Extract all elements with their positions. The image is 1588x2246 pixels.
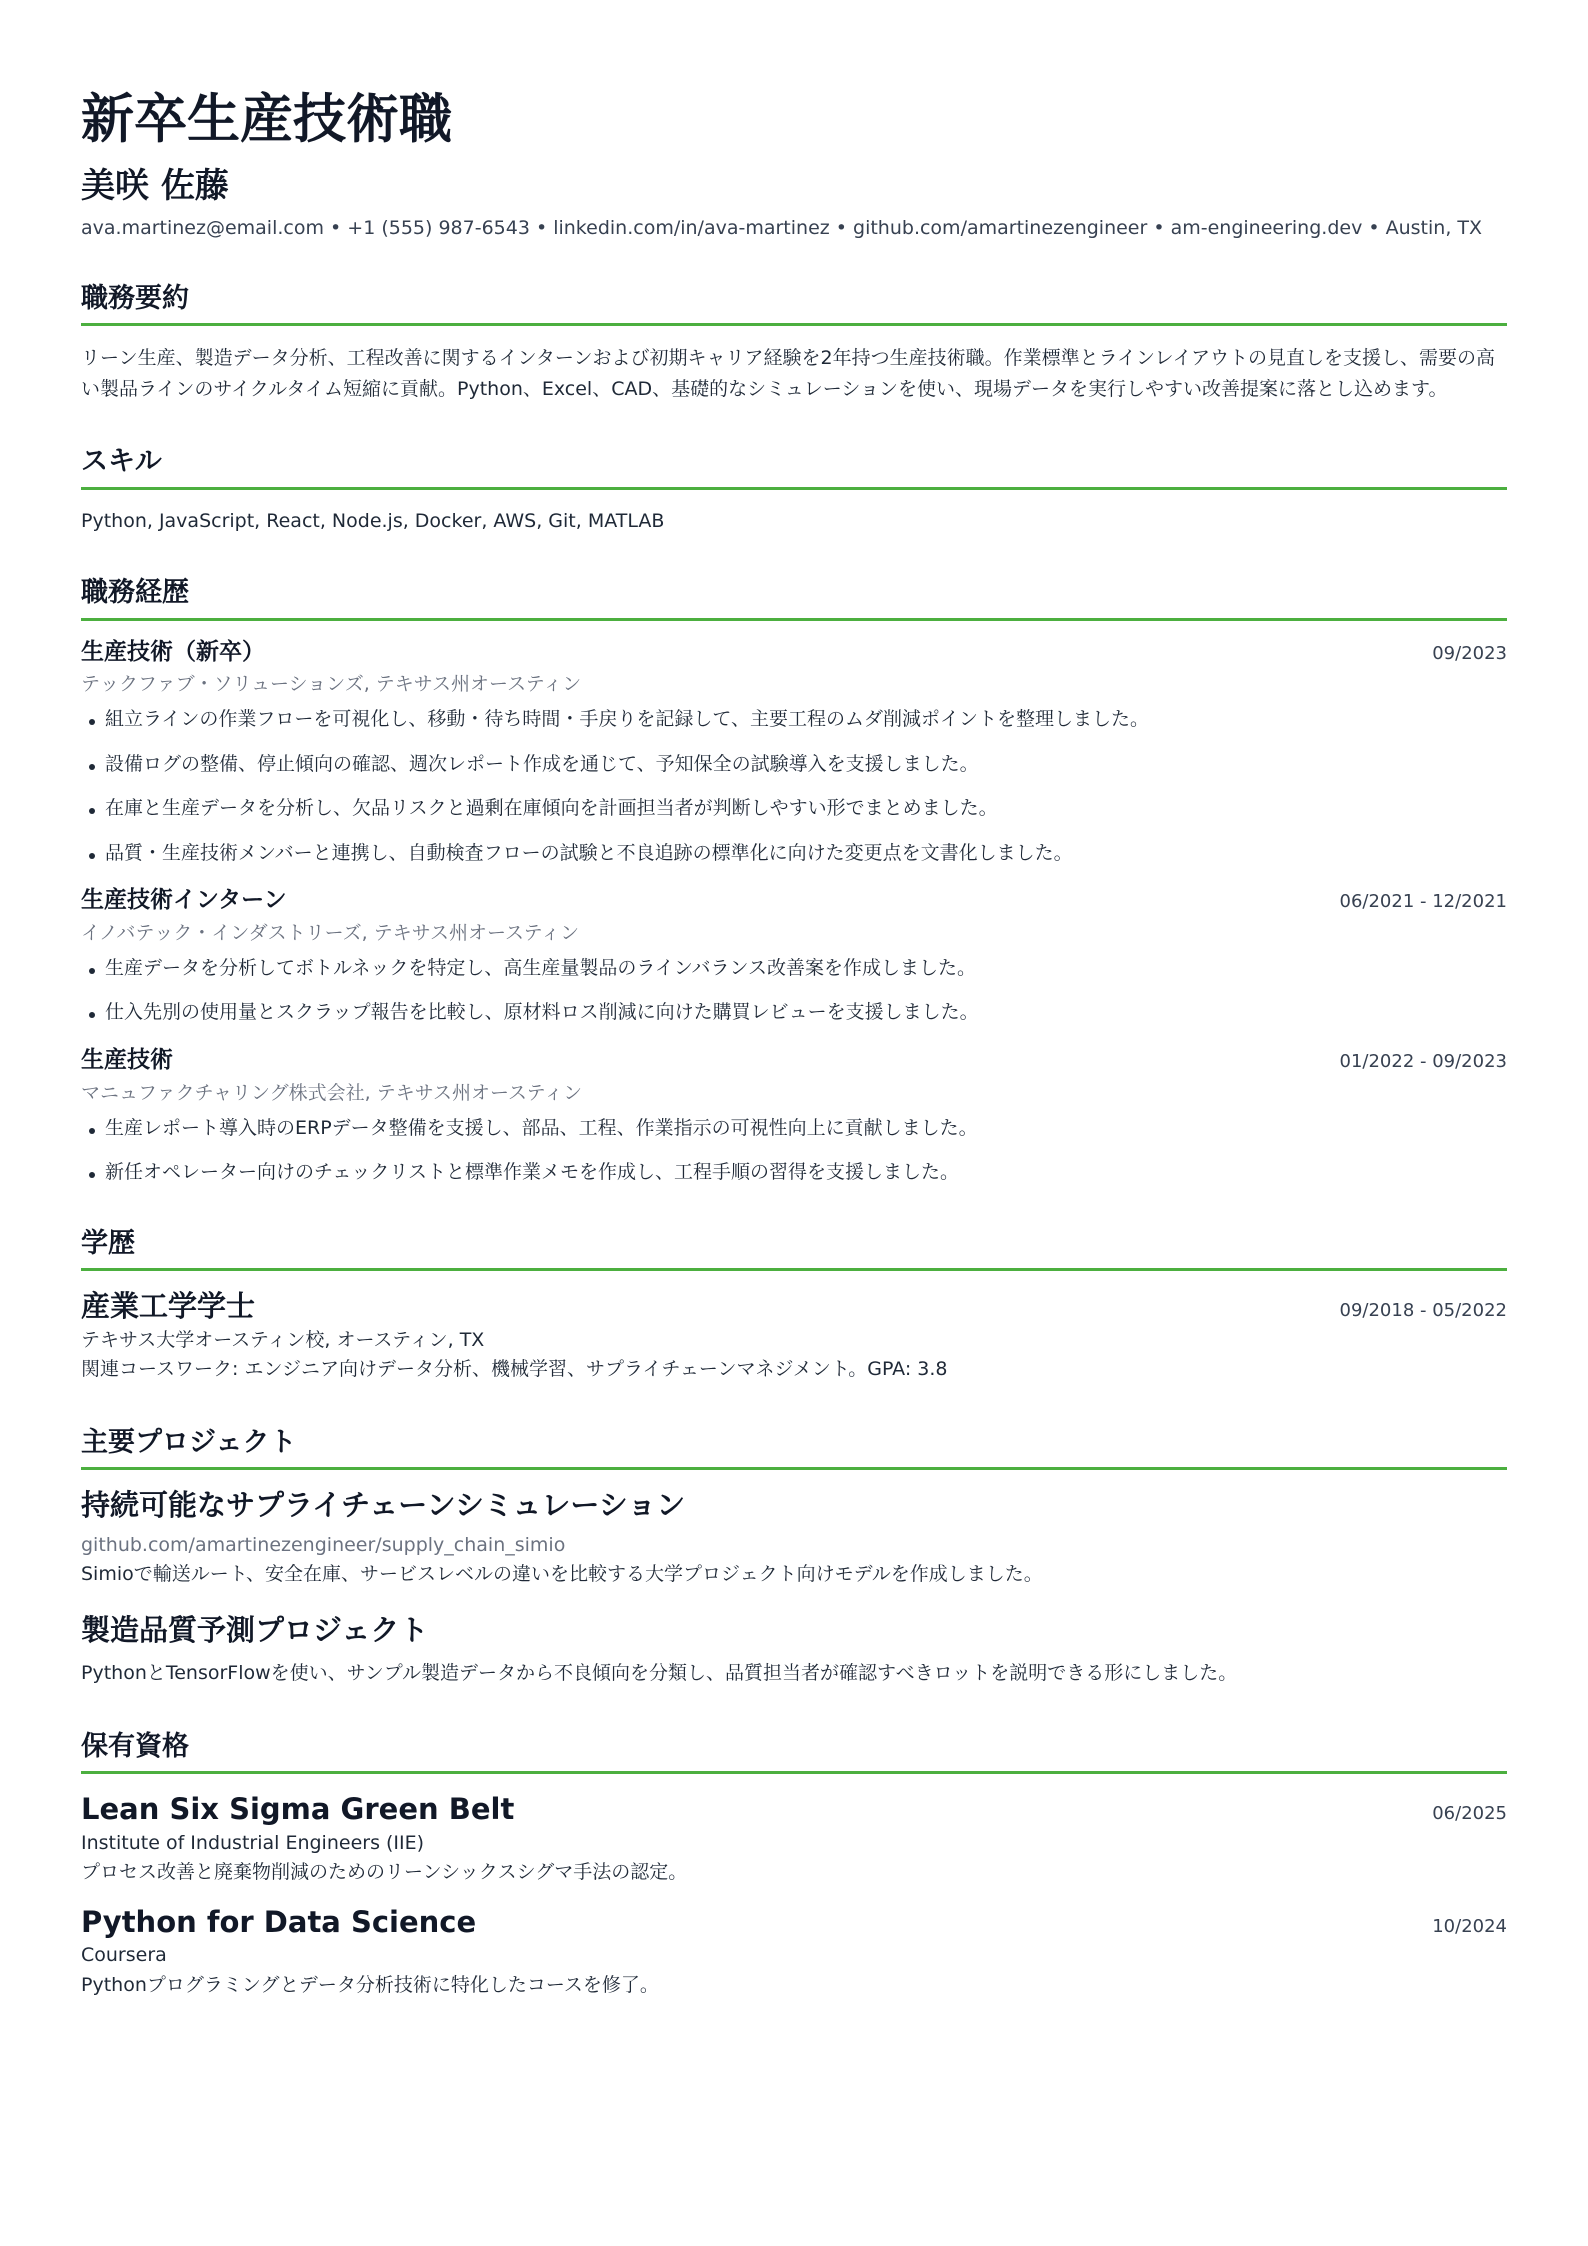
job-company: マニュファクチャリング株式会社, テキサス州オースティン [81, 1081, 583, 1104]
certification-issuer: Coursera [81, 1944, 167, 1967]
summary-text: リーン生産、製造データ分析、工程改善に関するインターンおよび初期キャリア経験を2年持つ生産技術職。作業標準とラインレイアウトの見直しを支援し、需要の高い製品ラインのサイクルタイム短縮に貢献。Python、Excel、CAD、基礎的なシミュレーションを使い、現場データを実行しやすい改善提案に落とし込めます。 [81, 347, 1496, 400]
job-bullet: 生産データを分析してボトルネックを特定し、高生産量製品のラインバランス改善案を作成しました。 [81, 955, 1507, 982]
job-title: 生産技術 [81, 1047, 173, 1074]
project-description: Simioで輸送ルート、安全在庫、サービスレベルの違いを比較する大学プロジェクト向けモデルを作成しました。 [81, 1563, 1043, 1586]
project-entry [81, 1487, 1507, 1590]
job-entry [81, 638, 1507, 867]
certification-entry [81, 1904, 1507, 2001]
candidate-name: 美咲 佐藤 [81, 165, 229, 206]
job-bullets [81, 1115, 1507, 1186]
section-heading: 職務経歴 [81, 577, 1507, 620]
contact-line: ava.martinez@email.com • +1 (555) 987-6543 • linkedin.com/in/ava-martinez • github.com/amartinezengineer • am-engineering.dev • Austin, TX [81, 217, 1483, 240]
job-bullet: 生産レポート導入時のERPデータ整備を支援し、部品、工程、作業指示の可視性向上に貢献しました。 [81, 1115, 1507, 1142]
job-date: 09/2023 [1432, 642, 1507, 664]
job-entry [81, 886, 1507, 1026]
section-heading: スキル [81, 446, 1507, 489]
certification-title: Lean Six Sigma Green Belt [81, 1792, 515, 1827]
certification-date: 06/2025 [1432, 1803, 1507, 1825]
skills-list: Python, JavaScript, React, Node.js, Docker, AWS, Git, MATLAB [81, 509, 665, 532]
job-bullet: 品質・生産技術メンバーと連携し、自動検査フローの試験と不良追跡の標準化に向けた変更点を文書化しました。 [81, 840, 1507, 867]
education-date: 09/2018 - 05/2022 [1339, 1300, 1507, 1322]
summary-section [81, 283, 1507, 404]
section-heading: 保有資格 [81, 1731, 1507, 1774]
degree-title: 産業工学学士 [81, 1289, 256, 1324]
job-company: テックファブ・ソリューションズ, テキサス州オースティン [81, 673, 582, 696]
job-bullet: 組立ラインの作業フローを可視化し、移動・待ち時間・手戻りを記録して、主要工程のムダ削減ポイントを整理しました。 [81, 706, 1507, 733]
project-title: 製造品質予測プロジェクト [81, 1612, 429, 1647]
skills-section [81, 446, 1507, 535]
experience-section [81, 577, 1507, 1186]
project-entry [81, 1612, 1507, 1689]
certifications-section [81, 1731, 1507, 2001]
job-date: 01/2022 - 09/2023 [1339, 1051, 1507, 1073]
school-name: テキサス大学オースティン校, オースティン, TX [81, 1328, 485, 1351]
job-bullet: 設備ログの整備、停止傾向の確認、週次レポート作成を通じて、予知保全の試験導入を支援しました。 [81, 751, 1507, 778]
coursework: 関連コースワーク: エンジニア向けデータ分析、機械学習、サプライチェーンマネジメント。GPA: 3.8 [81, 1358, 948, 1381]
project-title: 持続可能なサプライチェーンシミュレーション [81, 1488, 686, 1523]
certification-description: Pythonプログラミングとデータ分析技術に特化したコースを修了。 [81, 1973, 659, 1996]
job-title: 生産技術（新卒） [81, 638, 265, 665]
project-description: PythonとTensorFlowを使い、サンプル製造データから不良傾向を分類し、品質担当者が確認すべきロットを説明できる形にしました。 [81, 1662, 1238, 1685]
job-bullets [81, 706, 1507, 866]
job-bullets [81, 955, 1507, 1026]
section-heading: 主要プロジェクト [81, 1427, 1507, 1470]
job-bullet: 仕入先別の使用量とスクラップ報告を比較し、原材料ロス削減に向けた購買レビューを支援しました。 [81, 999, 1507, 1026]
job-company: イノバテック・インダストリーズ, テキサス州オースティン [81, 922, 580, 945]
job-title: 生産技術インターン [81, 887, 287, 914]
certification-title: Python for Data Science [81, 1904, 477, 1939]
certification-entry [81, 1791, 1507, 1888]
job-bullet: 在庫と生産データを分析し、欠品リスクと過剰在庫傾向を計画担当者が判断しやすい形でまとめました。 [81, 795, 1507, 822]
job-date: 06/2021 - 12/2021 [1339, 891, 1507, 913]
resume-title: 新卒生産技術職 [81, 89, 452, 150]
education-section [81, 1228, 1507, 1385]
section-heading: 学歴 [81, 1228, 1507, 1271]
certification-date: 10/2024 [1432, 1915, 1507, 1937]
section-heading: 職務要約 [81, 283, 1507, 326]
job-entry [81, 1046, 1507, 1186]
project-link[interactable]: github.com/amartinezengineer/supply_chain_simio [81, 1533, 566, 1556]
certification-issuer: Institute of Industrial Engineers (IIE) [81, 1831, 425, 1854]
job-bullet: 新任オペレーター向けのチェックリストと標準作業メモを作成し、工程手順の習得を支援しました。 [81, 1159, 1507, 1186]
certification-description: プロセス改善と廃棄物削減のためのリーンシックスシグマ手法の認定。 [81, 1861, 688, 1884]
projects-section [81, 1427, 1507, 1689]
